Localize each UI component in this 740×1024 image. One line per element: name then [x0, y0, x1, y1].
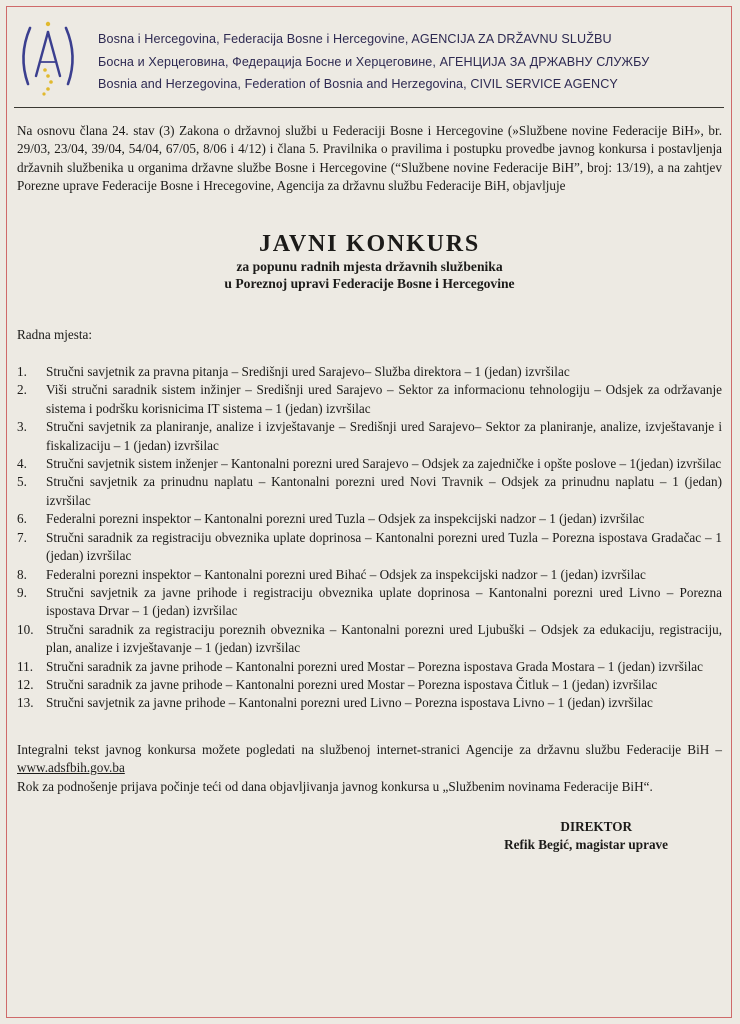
item-text: Stručni savjetnik za javne prihode i registraciju obveznika uplate doprinosa – Kantonalni porezni ured Livno – Porezna ispostava Drvar – 1 (jedan) izvršilac [46, 584, 722, 619]
item-text: Federalni porezni inspektor – Kantonalni porezni ured Tuzla – Odsjek za inspekcijski nadzor – 1 (jedan) izvršilac [46, 511, 645, 527]
page-title: JAVNI KONKURS [259, 230, 480, 257]
item-text: Federalni porezni inspektor – Kantonalni porezni ured Bihać – Odsjek za inspekcijski nadzor – 1 (jedan) izvršilac [46, 566, 646, 582]
item-text: Stručni savjetnik sistem inženjer – Kantonalni porezni ured Sarajevo – Odsjek za zajedničke i opšte poslove – 1(jedan) izvršilac [46, 456, 722, 472]
item-number: 13. [17, 695, 34, 711]
item-number: 5. [17, 474, 27, 490]
list-item [17, 529, 722, 566]
item-number: 12. [17, 676, 34, 692]
legal-basis-paragraph: Na osnovu člana 24. stav (3) Zakona o državnoj službi u Federaciji Bosne i Hercegovine (»Službene novine Federacije BiH», br. 29/03, 23/04, 39/04, 54/04, 67/05, 8/06 i 4/12) i člana 5. Pravilnika o pravilima i postupku provedbe javnog konkursa i postavljenja državnih službenika u organima državne službe Bosne i Hercegovine (“Službene novine Federacije BiH”, broj: 13/19), a na zahtjev Porezne uprave Federacije Bosne i Hrecegovine, Agencija za državnu službu Federacije BiH, objavljuje [17, 123, 722, 194]
item-text: Viši stručni saradnik sistem inžinjer – Središnji ured Sarajevo – Sektor za informacionu tehnologiju – Odsjek za održavanje sistema i podršku korisnicima IT sistema – 1 (jedan) izvršilac [46, 382, 722, 416]
list-item [17, 566, 722, 584]
header-divider [14, 107, 724, 108]
signature-name: Refik Begić, magistar uprave [504, 837, 668, 853]
item-number: 7. [17, 529, 27, 545]
integral-text-paragraph [17, 741, 722, 778]
agency-name-english: Bosnia and Herzegovina, Federation of Bosnia and Herzegovina, CIVIL SERVICE AGENCY [98, 77, 618, 91]
list-item [17, 363, 722, 381]
list-item [17, 381, 722, 418]
list-item [17, 418, 722, 455]
item-text: Stručni savjetnik za pravna pitanja – Središnji ured Sarajevo– Služba direktora – 1 (jedan) izvršilac [46, 364, 570, 380]
agency-website-link[interactable]: www.adsfbih.gov.ba [17, 760, 125, 776]
positions-list [17, 363, 722, 713]
positions-heading: Radna mjesta: [17, 326, 93, 342]
item-number: 9. [17, 584, 27, 600]
agency-header [14, 10, 726, 106]
item-number: 10. [17, 621, 34, 637]
list-item [17, 473, 722, 510]
item-number: 1. [17, 364, 27, 380]
item-text: Stručni saradnik za javne prihode – Kantonalni porezni ured Mostar – Porezna ispostava Grada Mostara – 1 (jedan) izvršilac [46, 658, 703, 674]
list-item [17, 455, 722, 473]
agency-logo-icon [16, 14, 80, 100]
item-text: Stručni saradnik za javne prihode – Kantonalni porezni ured Mostar – Porezna ispostava Čitluk – 1 (jedan) izvršilac [46, 676, 658, 692]
item-number: 8. [17, 566, 27, 582]
item-number: 6. [17, 511, 27, 527]
item-text: Stručni savjetnik za planiranje, analize i izvještavanje – Središnji ured Sarajevo– Sektor za planiranje, analize, izvještavanje i fiskalizaciju – 1 (jedan) izvršilac [46, 419, 722, 453]
item-number: 3. [17, 419, 27, 435]
list-item [17, 510, 722, 528]
list-item [17, 694, 722, 712]
integral-text: Integralni tekst javnog konkursa možete pogledati na službenoj internet-stranici Agencije za državnu službu Federacije BiH – [17, 741, 722, 757]
agency-name-latin: Bosna i Hercegovina, Federacija Bosne i Hercegovine, AGENCIJA ZA DRŽAVNU SLUŽBU [98, 32, 612, 46]
announcement-body [17, 122, 722, 855]
deadline-paragraph: Rok za podnošenje prijava počinje teći od dana objavljivanja javnog konkursa u „Službenim novinama Federacije BiH“. [17, 778, 653, 794]
list-item [17, 676, 722, 694]
agency-name-lines [98, 28, 649, 96]
item-text: Stručni saradnik za registraciju obveznika uplate doprinosa – Kantonalni porezni ured Tuzla – Porezna ispostava Gradačac – 1 (jedan) izvršilac [46, 529, 722, 564]
item-number: 2. [17, 382, 27, 398]
subtitle-line-1: za popunu radnih mjesta državnih službenika [236, 258, 503, 274]
agency-name-cyrillic: Босна и Херцеговина, Федерација Босне и Херцеговине, АГЕНЦИЈА ЗА ДРЖАВНУ СЛУЖБУ [98, 54, 650, 69]
list-item [17, 658, 722, 676]
item-text: Stručni savjetnik za javne prihode – Kantonalni porezni ured Livno – Porezna ispostava Livno – 1 (jedan) izvršilac [46, 695, 653, 711]
title-block [17, 230, 722, 293]
signature-block [17, 818, 722, 855]
subtitle-line-2: u Poreznoj upravi Federacije Bosne i Hercegovine [224, 276, 515, 292]
item-text: Stručni savjetnik za prinudnu naplatu – Kantonalni porezni ured Novi Travnik – Odsjek za prinudnu naplatu – 1 (jedan) izvršilac [46, 474, 722, 508]
item-number: 4. [17, 456, 27, 472]
signature-title: DIREKTOR [560, 818, 632, 834]
item-text: Stručni saradnik za registraciju poreznih obveznika – Kantonalni porezni ured Ljubuški – Odsjek za edukaciju, registraciju, plan, analize i izvještavanje – 1 (jedan) izvršilac [46, 621, 722, 656]
item-number: 11. [17, 658, 33, 674]
list-item [17, 621, 722, 658]
list-item [17, 584, 722, 621]
